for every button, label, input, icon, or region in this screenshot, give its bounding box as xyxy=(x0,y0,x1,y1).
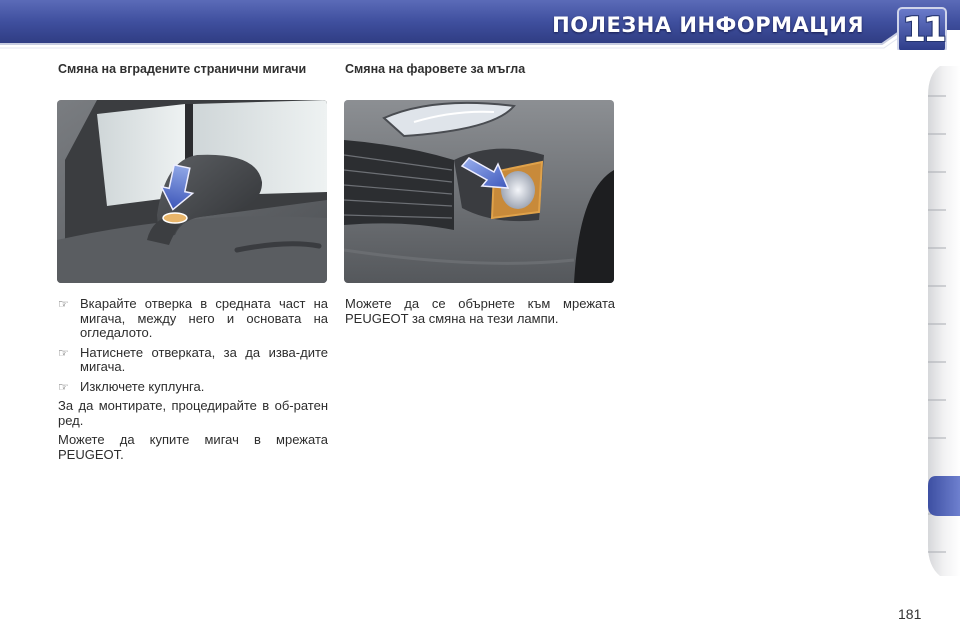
left-column-text xyxy=(58,297,328,467)
fog-lamp-note: Можете да се обърнете към мрежата PEUGEOT за смяна на тези лампи. xyxy=(345,296,615,326)
mirror-indicator-photo xyxy=(57,100,327,283)
pointing-hand-icon: ☞ xyxy=(58,379,69,394)
chapter-tab-active[interactable] xyxy=(926,476,960,512)
chapter-tab-rail xyxy=(926,66,960,576)
page-number: 181 xyxy=(898,606,922,622)
step-3-text: Изключете куплунга. xyxy=(80,378,205,394)
chapter-number: 11 xyxy=(902,10,944,50)
step-2-text: Натиснете отверката, за да изва-дите мигача. xyxy=(80,344,328,374)
step-1-text: Вкарайте отверка в средната част на мигача, между него и основата на огледалото. xyxy=(80,296,328,340)
reassembly-note: За да монтирате, процедирайте в об-ратен ред. xyxy=(58,398,328,428)
section-heading-side-indicators: Смяна на вградените странични мигачи xyxy=(58,62,307,76)
fog-lamp-photo xyxy=(344,100,614,283)
step-3 xyxy=(58,380,328,395)
chapter-title: ПОЛЕЗНА ИНФОРМАЦИЯ xyxy=(552,13,864,37)
purchase-note: Можете да купите мигач в мрежата PEUGEOT. xyxy=(58,432,328,462)
section-heading-fog-lamps: Смяна на фаровете за мъгла xyxy=(345,62,526,76)
pointing-hand-icon: ☞ xyxy=(58,297,69,311)
pointing-hand-icon: ☞ xyxy=(58,345,69,360)
step-2 xyxy=(58,346,328,375)
right-column-text xyxy=(345,297,615,331)
step-1 xyxy=(58,297,328,341)
chapter-header xyxy=(0,0,960,50)
